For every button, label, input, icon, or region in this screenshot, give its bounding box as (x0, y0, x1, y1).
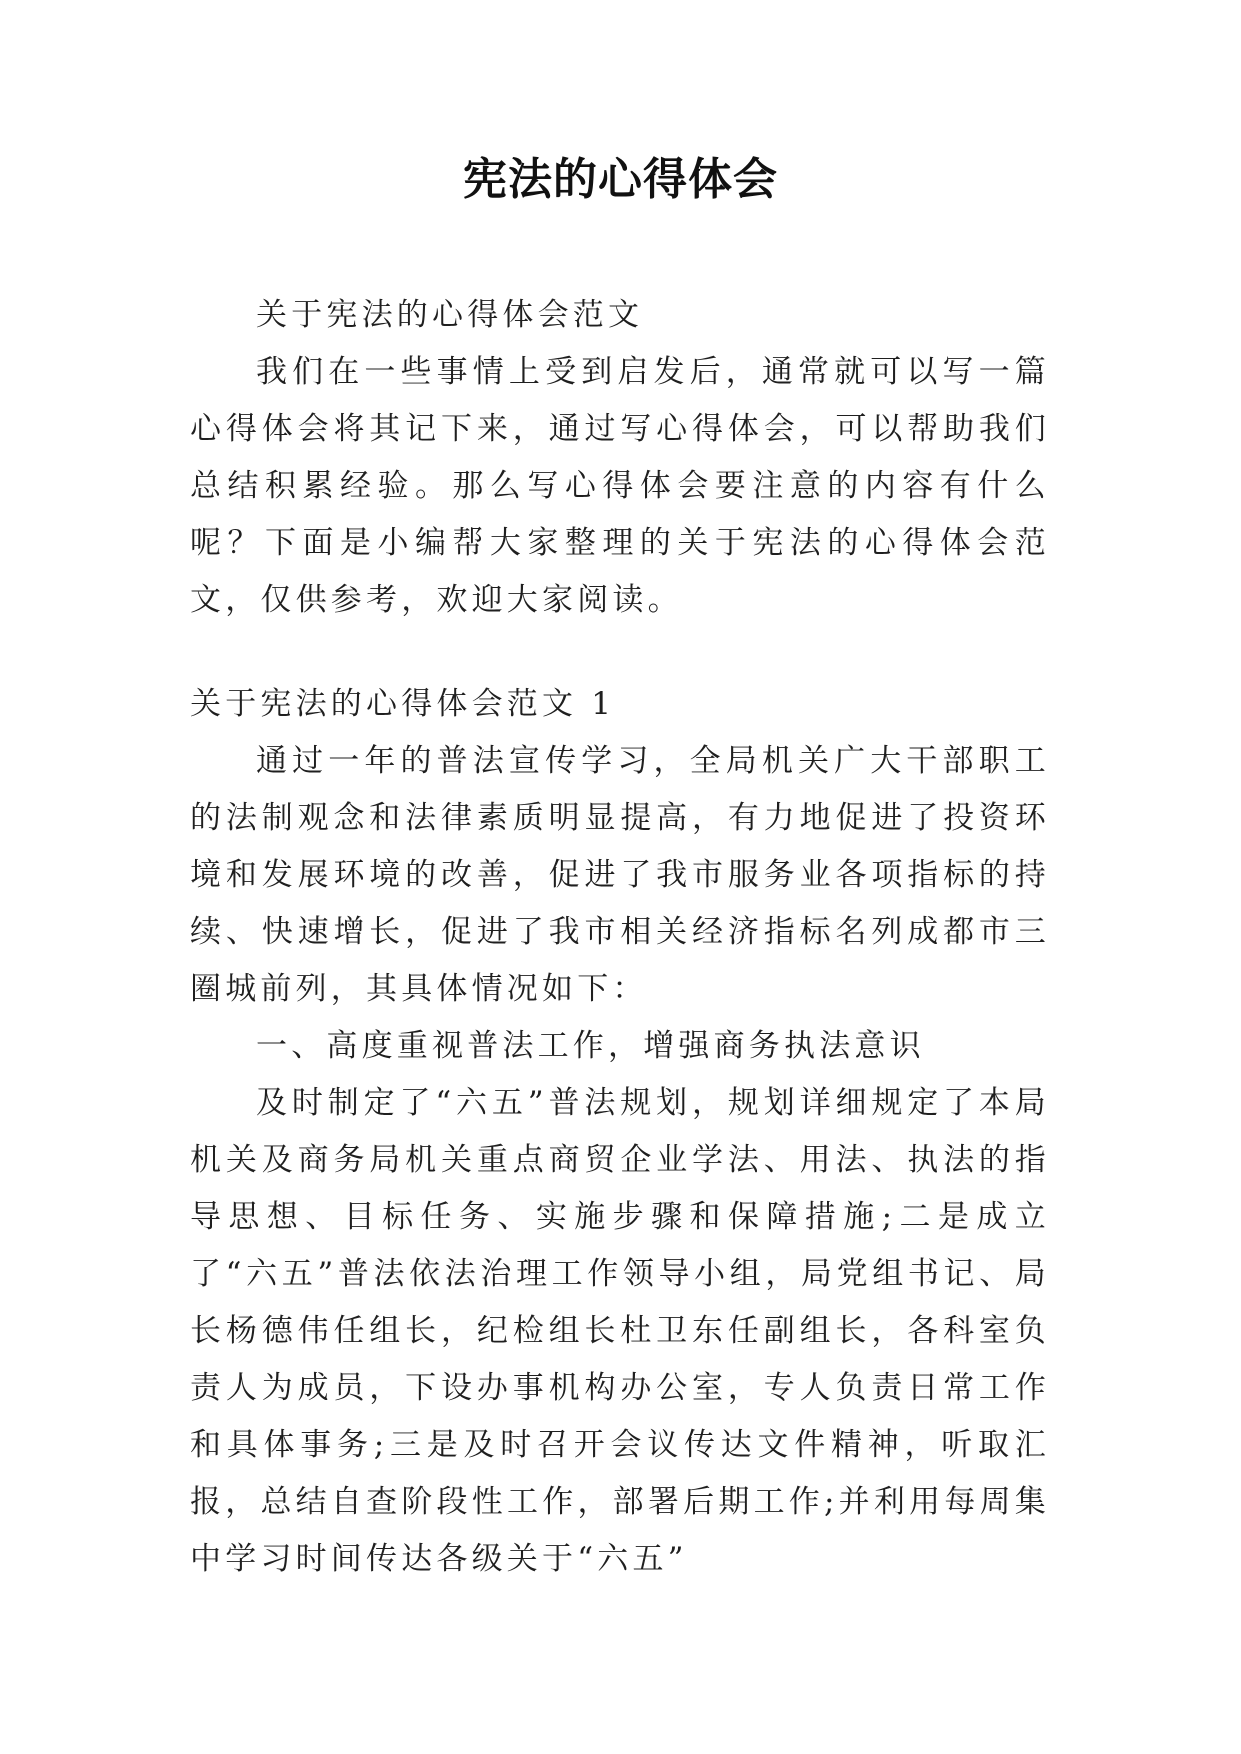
subsection-heading: 一、高度重视普法工作，增强商务执法意识 (256, 1028, 925, 1064)
body-paragraph: 通过一年的普法宣传学习，全局机关广大干部职工的法制观念和法律素质明显提高，有力地促进了投资环境和发展环境的改善，促进了我市服务业各项指标的持续、快速增长，促进了我市相关经济指标名列成都市三圈城前列，其具体情况如下： (190, 743, 1050, 1007)
document-body (190, 287, 1050, 1588)
section-heading: 关于宪法的心得体会范文 1 (190, 686, 616, 722)
document-title: 宪法的心得体会 (463, 154, 778, 205)
subtitle-paragraph: 关于宪法的心得体会范文 (256, 297, 644, 333)
intro-paragraph: 我们在一些事情上受到启发后，通常就可以写一篇心得体会将其记下来，通过写心得体会，可以帮助我们总结积累经验。那么写心得体会要注意的内容有什么呢？下面是小编帮大家整理的关于宪法的心得体会范文，仅供参考，欢迎大家阅读。 (190, 354, 1050, 618)
body-paragraph: 及时制定了“六五”普法规划，规划详细规定了本局机关及商务局机关重点商贸企业学法、用法、执法的指导思想、目标任务、实施步骤和保障措施;二是成立了“六五”普法依法治理工作领导小组，局党组书记、局长杨德伟任组长，纪检组长杜卫东任副组长，各科室负责人为成员，下设办事机构办公室，专人负责日常工作和具体事务;三是及时召开会议传达文件精神，听取汇报，总结自查阶段性工作，部署后期工作;并利用每周集中学习时间传达各级关于“六五” (190, 1085, 1050, 1577)
